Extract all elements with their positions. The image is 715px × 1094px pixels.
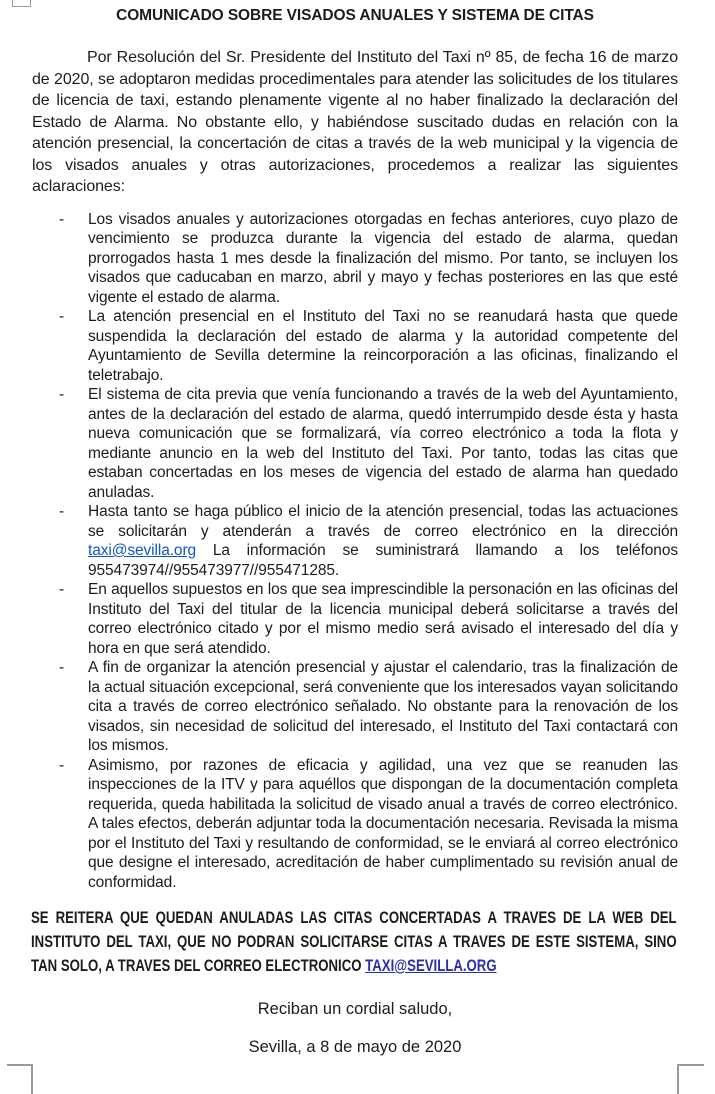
bullet-text-segment: La información se suministrará llamando a los teléfonos 955473974//955473977//955471285. — [88, 542, 678, 579]
list-item — [32, 307, 678, 385]
bullet-dash: - — [59, 581, 65, 598]
page-title: COMUNICADO SOBRE VISADOS ANUALES Y SISTEMA DE CITAS — [116, 7, 594, 24]
bullet-dash: - — [59, 308, 65, 325]
place-date-line: Sevilla, a 8 de mayo de 2020 — [248, 1038, 462, 1056]
bullet-text — [88, 210, 678, 308]
email-link[interactable]: taxi@sevilla.org — [88, 542, 197, 559]
bullet-text — [88, 307, 678, 385]
signoff-line: Reciban un cordial saludo, — [257, 1000, 453, 1018]
bullet-text-segment: En aquellos supuestos en los que sea imprescindible la personación en las oficinas del Instituto del Taxi del titular de la licencia municipal deberá solicitarse a través del correo electrónico citado y por el mismo medio será avisado el interesado del día y hora en que será atendido. — [88, 581, 678, 657]
next-page-corner-mark-right — [677, 1064, 704, 1094]
bullet-text — [88, 580, 678, 658]
list-item — [32, 580, 678, 658]
bullet-text-segment: A fin de organizar la atención presencial y ajustar el calendario, tras la finalización de la actual situación excepcional, será conveniente que los interesados vayan solicitando cita a través de correo electrónico señalado. No obstante para la renovación de los visados, sin necesidad de solicitud del interesado, el Instituto del Taxi contactará con los mismos. — [88, 659, 678, 754]
list-item — [32, 756, 678, 893]
bullet-text — [88, 502, 678, 580]
closing-statement — [31, 906, 677, 978]
closing-text: SE REITERA QUE QUEDAN ANULADAS LAS CITAS CONCERTADAS A TRAVES DE LA WEB DEL INSTITUTO DEL TAXI, QUE NO PODRAN SOLICITARSE CITAS A TRAVES DE ESTE SISTEMA, SINO TAN SOLO, A TRAVES DEL CORREO ELECTRONICO — [31, 909, 677, 975]
list-item — [32, 658, 678, 756]
bullet-list — [32, 210, 678, 893]
bullet-text — [88, 658, 678, 756]
bullet-text — [88, 385, 678, 502]
bullet-dash: - — [59, 503, 65, 520]
bullet-text-segment: El sistema de cita previa que venía funcionando a través de la web del Ayuntamiento, antes de la declaración del estado de alarma, quedó interrumpido desde ésta y hasta nueva comunicación que se formalizará, vía correo electrónico a toda la flota y mediante anuncio en la web del Instituto del Taxi. Por tanto, todas las citas que estaban concertadas en los meses de vigencia del estado de alarma han quedado anuladas. — [88, 386, 678, 501]
bullet-dash: - — [59, 386, 65, 403]
intro-paragraph: Por Resolución del Sr. Presidente del Instituto del Taxi nº 85, de fecha 16 de marzo de 2020, se adoptaron medidas procedimentales para atender las solicitudes de los titulares de licencia de taxi, estando plenamente vigente al no haber finalizado la declaración del Estado de Alarma. No obstante ello, y habiéndose suscitado dudas en relación con la atención presencial, la concertación de citas a través de la web municipal y la vigencia de los visados anuales y otras autorizaciones, procedemos a realizar las siguientes aclaraciones: — [32, 49, 678, 195]
list-item — [32, 385, 678, 502]
bullet-text-segment: Asimismo, por razones de eficacia y agilidad, una vez que se reanuden las inspecciones de la ITV y para aquéllos que dispongan de la documentación completa requerida, queda habilitada la solicitud de visado anual a través de correo electrónico. A tales efectos, deberán adjuntar toda la documentación necesaria. Revisada la misma por el Instituto del Taxi y resultando de conformidad, se le enviará al correo electrónico que designe el interesado, acreditación de haber cumplimentado su revisión anual de conformidad. — [88, 756, 678, 891]
list-item — [32, 502, 678, 580]
bullet-text-segment: Los visados anuales y autorizaciones otorgadas en fechas anteriores, cuyo plazo de vencimiento se produzca durante la vigencia del estado de alarma, quedan prorrogados hasta 1 mes desde la finalización del mismo. Por tanto, se incluyen los visados que caducaban en marzo, abril y mayo y fechas posteriores en las que esté vigente el estado de alarma. — [88, 210, 678, 306]
bullet-text-segment: La atención presencial en el Instituto del Taxi no se reanudará hasta que quede suspendida la declaración del estado de alarma y la autoridad competente del Ayuntamiento de Sevilla determine la reincorporación a las oficinas, finalizando el teletrabajo. — [88, 308, 678, 384]
bullet-text-segment: Hasta tanto se haga público el inicio de la atención presencial, todas las actuaciones se solicitarán y atenderán a través de correo electrónico en la dirección — [88, 503, 678, 540]
bullet-dash: - — [59, 210, 65, 228]
bullet-dash: - — [59, 659, 65, 676]
bullet-text — [88, 756, 678, 893]
list-item — [32, 210, 678, 308]
previous-page-corner-mark — [12, 0, 31, 7]
next-page-corner-mark-left — [7, 1064, 33, 1094]
bullet-dash: - — [59, 756, 65, 774]
email-link-closing[interactable]: TAXI@SEVILLA.ORG — [365, 957, 497, 975]
